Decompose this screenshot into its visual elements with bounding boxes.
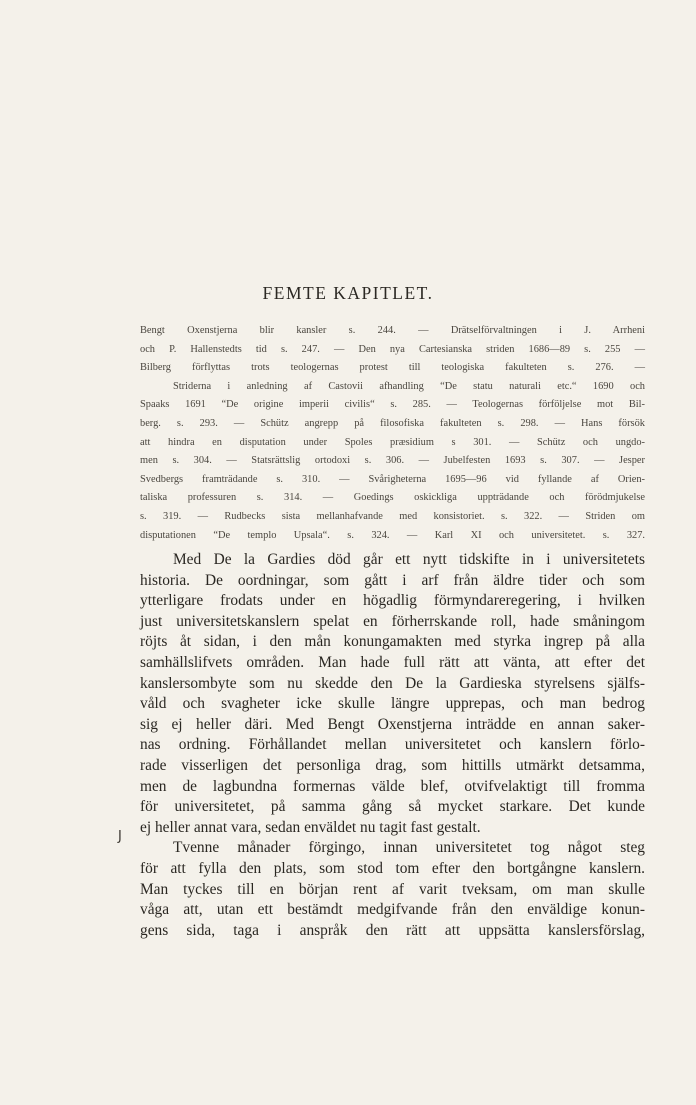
body-line: rade visserligen det personliga drag, som hittills utmärkt detsamma, <box>140 756 645 774</box>
body-line: sig ej heller däri. Med Bengt Oxenstjerna inträdde en annan saker- <box>140 715 645 733</box>
body-line: just universitetskanslern spelat en förherrskande roll, hade småningom <box>140 612 645 630</box>
summary-line: Bengt Oxenstjerna blir kansler s. 244. — Drätselförvaltningen i J. Arrheni <box>140 325 645 336</box>
body-line: ytterligare frodats under en högadlig förmyndareregering, i hvilken <box>140 592 645 610</box>
margin-mark: J <box>118 829 122 844</box>
chapter-summary <box>140 322 645 545</box>
summary-line: Svedbergs framträdande s. 310. — Svårigheterna 1695—96 vid fyllande af Orien- <box>140 473 645 485</box>
chapter-body <box>140 550 645 941</box>
body-line: kanslersombyte som nu skedde den De la Gardieska styrelsens själfs- <box>140 674 645 692</box>
body-line: samhällslifvets områden. Man hade full rätt att vänta, att efter det <box>140 653 645 671</box>
summary-line: s. 319. — Rudbecks sista mellanhafvande med konsistoriet. s. 322. — Striden om <box>140 510 645 522</box>
body-line: historia. De oordningar, som gått i arf från äldre tider och som <box>140 571 645 589</box>
body-line: för universitetet, på samma gång så mycket starkare. Det kunde <box>140 798 645 816</box>
body-line: men de lagbundna formernas välde blef, otvifvelaktigt till fromma <box>140 777 645 795</box>
summary-line: taliska professuren s. 314. — Goedings oskickliga uppträdande och förödmjukelse <box>140 492 645 504</box>
body-line: våld och svagheter icke skulle längre upprepas, och man bedrog <box>140 695 645 713</box>
body-line: våga att, utan ett bestämdt medgifvande från den enväldige konun- <box>140 901 645 919</box>
body-line: för att fylla den plats, som stod tom efter den bortgångne kanslern. <box>140 859 645 877</box>
summary-line: men s. 304. — Statsrättslig ortodoxi s. 306. — Jubelfesten 1693 s. 307. — Jesper <box>140 455 645 467</box>
chapter-title: FEMTE KAPITLET. <box>262 283 434 303</box>
summary-line: Bilberg förflyttas trots teologernas protest till teologiska fakulteten s. 276. — <box>140 362 645 374</box>
body-line: nas ordning. Förhållandet mellan universitetet och kanslern förlo- <box>140 736 645 754</box>
body-line: Man tyckes till en början rent af varit tveksam, om man skulle <box>140 880 645 898</box>
body-line: Tvenne månader förgingo, innan universitetet tog något steg <box>173 839 645 857</box>
summary-line: Striderna i anledning af Castovii afhandling “De statu naturali etc.“ 1690 och <box>173 380 645 392</box>
summary-line: och P. Hallenstedts tid s. 247. — Den nya Cartesianska striden 1686—89 s. 255 — <box>140 343 645 355</box>
body-line: Med De la Gardies död går ett nytt tidskifte in i universitetets <box>173 551 645 568</box>
body-line: ej heller annat vara, sedan enväldet nu tagit fast gestalt. <box>140 818 481 836</box>
summary-line: berg. s. 293. — Schütz angrepp på filosofiska fakulteten s. 298. — Hans försök <box>140 417 645 429</box>
summary-line: Spaaks 1691 “De origine imperii civilis“ s. 285. — Teologernas förföljelse mot Bil- <box>140 399 645 411</box>
summary-line: att hindra en disputation under Spoles præsidium s 301. — Schütz och ungdo- <box>140 436 645 448</box>
summary-line: disputationen “De templo Upsala“. s. 324. — Karl XI och universitetet. s. 327. <box>140 529 645 541</box>
body-line: gens sida, taga i anspråk den rätt att uppsätta kanslersförslag, <box>140 921 645 939</box>
body-line: röjts åt sidan, i den mån konungamakten med styrka ingrep på alla <box>140 633 645 651</box>
